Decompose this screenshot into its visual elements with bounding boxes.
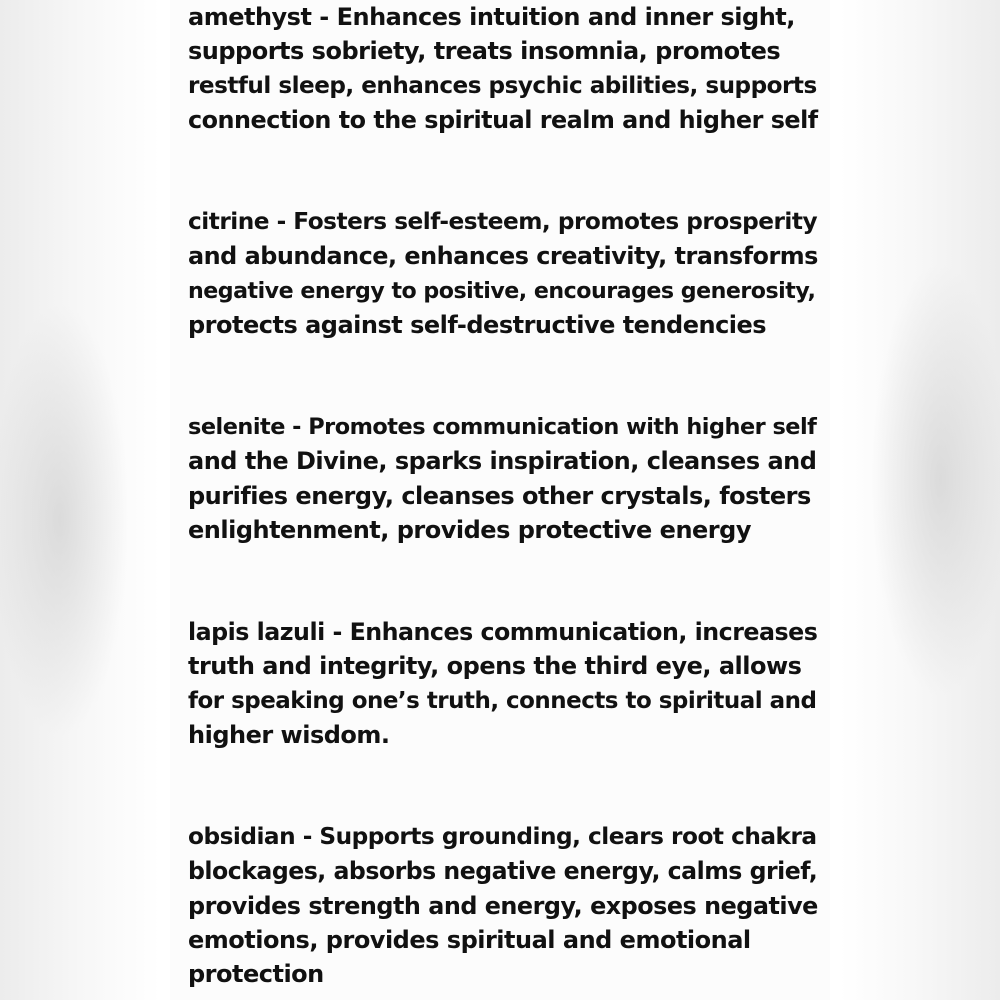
entry-line: negative energy to positive, encourages generosity, xyxy=(188,277,816,304)
text-page xyxy=(170,0,830,1000)
entry-line: and abundance, enhances creativity, transforms xyxy=(188,242,818,271)
entry-line: and the Divine, sparks inspiration, cleanses and xyxy=(188,447,817,476)
entry-line: lapis lazuli - Enhances communication, increases xyxy=(188,618,818,646)
entry-line: provides strength and energy, exposes negative xyxy=(188,891,818,920)
entry-line: selenite - Promotes communication with higher self xyxy=(188,414,817,440)
crystal-entry-obsidian xyxy=(188,820,818,991)
entry-line: connection to the spiritual realm and higher self xyxy=(188,105,818,134)
entry-line: obsidian - Supports grounding, clears root chakra xyxy=(188,823,817,850)
crystal-entry-selenite xyxy=(188,410,818,547)
entry-line: purifies energy, cleanses other crystals, fosters xyxy=(188,481,811,510)
entry-line: restful sleep, enhances psychic abilities, supports xyxy=(188,72,817,99)
entry-line: protects against self-destructive tendencies xyxy=(188,310,767,339)
crystal-entry-citrine xyxy=(188,205,818,342)
entry-line: protection xyxy=(188,960,324,989)
entry-line: truth and integrity, opens the third eye, allows xyxy=(188,652,802,681)
entry-line: supports sobriety, treats insomnia, promotes xyxy=(188,37,781,66)
entry-line: higher wisdom. xyxy=(188,720,390,749)
entry-line: citrine - Fosters self-esteem, promotes prosperity xyxy=(188,208,818,235)
entry-line: emotions, provides spiritual and emotional xyxy=(188,925,751,954)
entry-line: for speaking one’s truth, connects to spiritual and xyxy=(188,687,817,714)
crystal-entry-amethyst xyxy=(188,0,818,137)
entry-line: amethyst - Enhances intuition and inner sight, xyxy=(188,3,795,31)
crystal-entry-lapis-lazuli xyxy=(188,615,818,752)
entry-line: blockages, absorbs negative energy, calms grief, xyxy=(188,857,818,886)
entry-line: enlightenment, provides protective energy xyxy=(188,515,751,544)
